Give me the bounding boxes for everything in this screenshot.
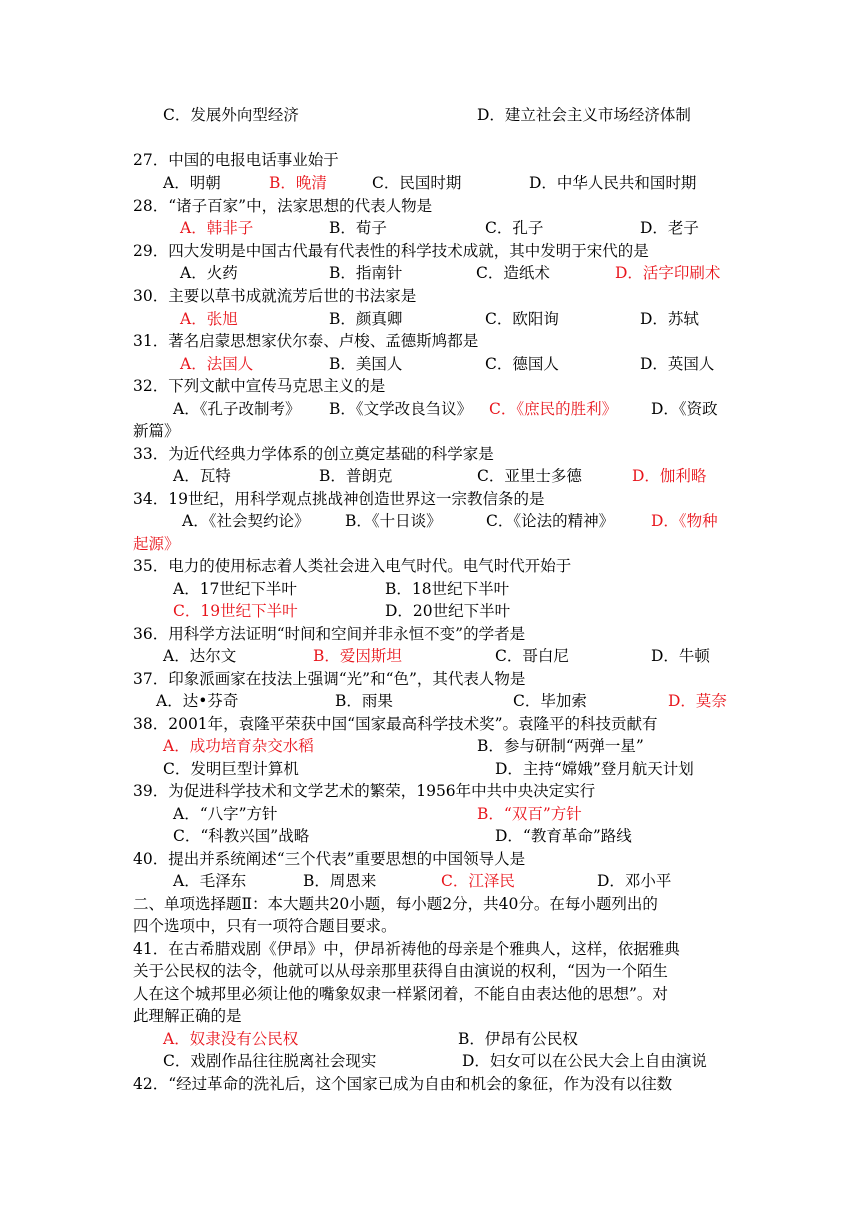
option-d: D．中华人民共和国时期 xyxy=(529,174,697,192)
option-c: C．造纸术 xyxy=(476,264,550,282)
option-c-answer: C．《庶民的胜利》 xyxy=(489,400,618,418)
option-a-answer: A．法国人 xyxy=(180,355,254,373)
question-33-stem: 33．为近代经典力学体系的创立奠定基础的科学家是 xyxy=(133,445,494,463)
question-41-stem: 41．在古希腊戏剧《伊昂》中，伊昂祈祷他的母亲是个雅典人，这样，依据雅典 xyxy=(133,940,680,958)
question-35-stem: 35．电力的使用标志着人类社会进入电气时代。电气时代开始于 xyxy=(133,557,572,575)
option-d: D．“教育革命”路线 xyxy=(495,827,632,845)
option-b: B．颜真卿 xyxy=(329,310,403,328)
question-34-stem: 34．19世纪，用科学观点挑战神创造世界这一宗教信条的是 xyxy=(133,490,545,508)
question-32-stem: 32．下列文献中宣传马克思主义的是 xyxy=(133,377,386,395)
question-41-stem-line2: 关于公民权的法令，他就可以从母亲那里获得自由演说的权利，“因为一个陌生 xyxy=(133,962,668,980)
option-d-answer: D．伽利略 xyxy=(632,467,707,485)
option-a-answer: A．张旭 xyxy=(180,310,238,328)
option-a: A．毛泽东 xyxy=(173,872,247,890)
option-b: B．雨果 xyxy=(335,692,393,710)
option-c-answer: C．19世纪下半叶 xyxy=(173,602,298,620)
option-a: A．明朝 xyxy=(163,174,221,192)
option-a: A．火药 xyxy=(180,264,238,282)
option-d: D．英国人 xyxy=(640,355,715,373)
option-a: A．《孔子改制考》 xyxy=(173,400,301,418)
option-c: C．哥白尼 xyxy=(495,647,569,665)
question-38-stem: 38．2001年，袁隆平荣获中国“国家最高科学技术奖”。袁隆平的科技贡献有 xyxy=(133,715,658,733)
option-b: B．指南针 xyxy=(329,264,403,282)
question-42-stem: 42．“经过革命的洗礼后，这个国家已成为自由和机会的象征，作为没有以往数 xyxy=(133,1075,673,1093)
option-a: A．17世纪下半叶 xyxy=(173,580,297,598)
question-41-stem-line4: 此理解正确的是 xyxy=(133,1007,242,1025)
option-d: D．邓小平 xyxy=(597,872,672,890)
question-27-stem: 27．中国的电报电话事业始于 xyxy=(133,151,339,169)
option-c: C．民国时期 xyxy=(372,174,462,192)
option-b: B．18世纪下半叶 xyxy=(385,580,510,598)
option-b: B．荀子 xyxy=(329,219,387,237)
option-b: B．《十日谈》 xyxy=(345,512,442,530)
option-d: D．建立社会主义市场经济体制 xyxy=(477,106,691,124)
option-d: D．牛顿 xyxy=(651,647,710,665)
option-b-answer: B．“双百”方针 xyxy=(477,805,582,823)
option-b: B．周恩来 xyxy=(303,872,377,890)
option-c: C．“科教兴国”战略 xyxy=(173,827,310,845)
option-c: C．亚里士多德 xyxy=(477,467,582,485)
option-d: D．主持“嫦娥”登月航天计划 xyxy=(495,760,694,778)
option-a: A．“八字”方针 xyxy=(173,805,278,823)
option-b: B．《文学改良刍议》 xyxy=(329,400,473,418)
option-d: D．20世纪下半叶 xyxy=(385,602,511,620)
option-d: D．老子 xyxy=(640,219,699,237)
option-b: B．美国人 xyxy=(329,355,403,373)
option-c: C．欧阳询 xyxy=(485,310,559,328)
option-d: D．妇女可以在公民大会上自由演说 xyxy=(462,1052,707,1070)
question-40-stem: 40．提出并系统阐述“三个代表”重要思想的中国领导人是 xyxy=(133,850,526,868)
question-39-stem: 39．为促进科学技术和文学艺术的繁荣，1956年中共中央决定实行 xyxy=(133,782,596,800)
option-d-answer-continued: 起源》 xyxy=(133,535,180,553)
option-c: C．毕加索 xyxy=(513,692,587,710)
option-a-answer: A．奴隶没有公民权 xyxy=(163,1030,299,1048)
option-d: D．《资政 xyxy=(651,400,718,418)
question-36-stem: 36．用科学方法证明“时间和空间并非永恒不变”的学者是 xyxy=(133,625,526,643)
option-a: A．瓦特 xyxy=(173,467,231,485)
question-30-stem: 30．主要以草书成就流芳后世的书法家是 xyxy=(133,287,417,305)
option-d: D．苏轼 xyxy=(640,310,699,328)
section-2-heading: 二、单项选择题Ⅱ：本大题共20小题，每小题2分，共40分。在每小题列出的 xyxy=(133,895,658,913)
option-a: A．《社会契约论》 xyxy=(182,512,310,530)
option-d-answer: D．《物种 xyxy=(651,512,718,530)
option-d-continued: 新篇》 xyxy=(133,422,180,440)
section-2-heading-continued: 四个选项中，只有一项符合题目要求。 xyxy=(133,917,397,935)
option-a: A．达•芬奇 xyxy=(156,692,239,710)
question-37-stem: 37．印象派画家在技法上强调“光”和“色”，其代表人物是 xyxy=(133,670,526,688)
option-d-answer: D．莫奈 xyxy=(668,692,727,710)
option-b: B．普朗克 xyxy=(319,467,393,485)
option-b: B．参与研制“两弹一星” xyxy=(477,737,644,755)
option-a-answer: A．成功培育杂交水稻 xyxy=(163,737,314,755)
option-c: C．发展外向型经济 xyxy=(163,106,299,124)
option-c: C．《论法的精神》 xyxy=(486,512,615,530)
question-29-stem: 29．四大发明是中国古代最有代表性的科学技术成就，其中发明于宋代的是 xyxy=(133,242,649,260)
option-b: B．伊昂有公民权 xyxy=(458,1030,578,1048)
option-a-answer: A．韩非子 xyxy=(180,219,254,237)
option-c-answer: C．江泽民 xyxy=(441,872,515,890)
option-c: C．发明巨型计算机 xyxy=(163,760,299,778)
question-41-stem-line3: 人在这个城邦里必须让他的嘴象奴隶一样紧闭着，不能自由表达他的思想”。对 xyxy=(133,985,668,1003)
option-c: C．德国人 xyxy=(485,355,559,373)
option-c: C．戏剧作品往往脱离社会现实 xyxy=(163,1052,377,1070)
option-c: C．孔子 xyxy=(485,219,544,237)
option-b-answer: B．晚清 xyxy=(269,174,327,192)
option-d-answer: D．活字印刷术 xyxy=(615,264,721,282)
option-a: A．达尔文 xyxy=(163,647,237,665)
question-31-stem: 31．著名启蒙思想家伏尔泰、卢梭、孟德斯鸠都是 xyxy=(133,332,479,350)
option-b-answer: B．爱因斯坦 xyxy=(313,647,402,665)
question-28-stem: 28．“诸子百家”中，法家思想的代表人物是 xyxy=(133,197,433,215)
